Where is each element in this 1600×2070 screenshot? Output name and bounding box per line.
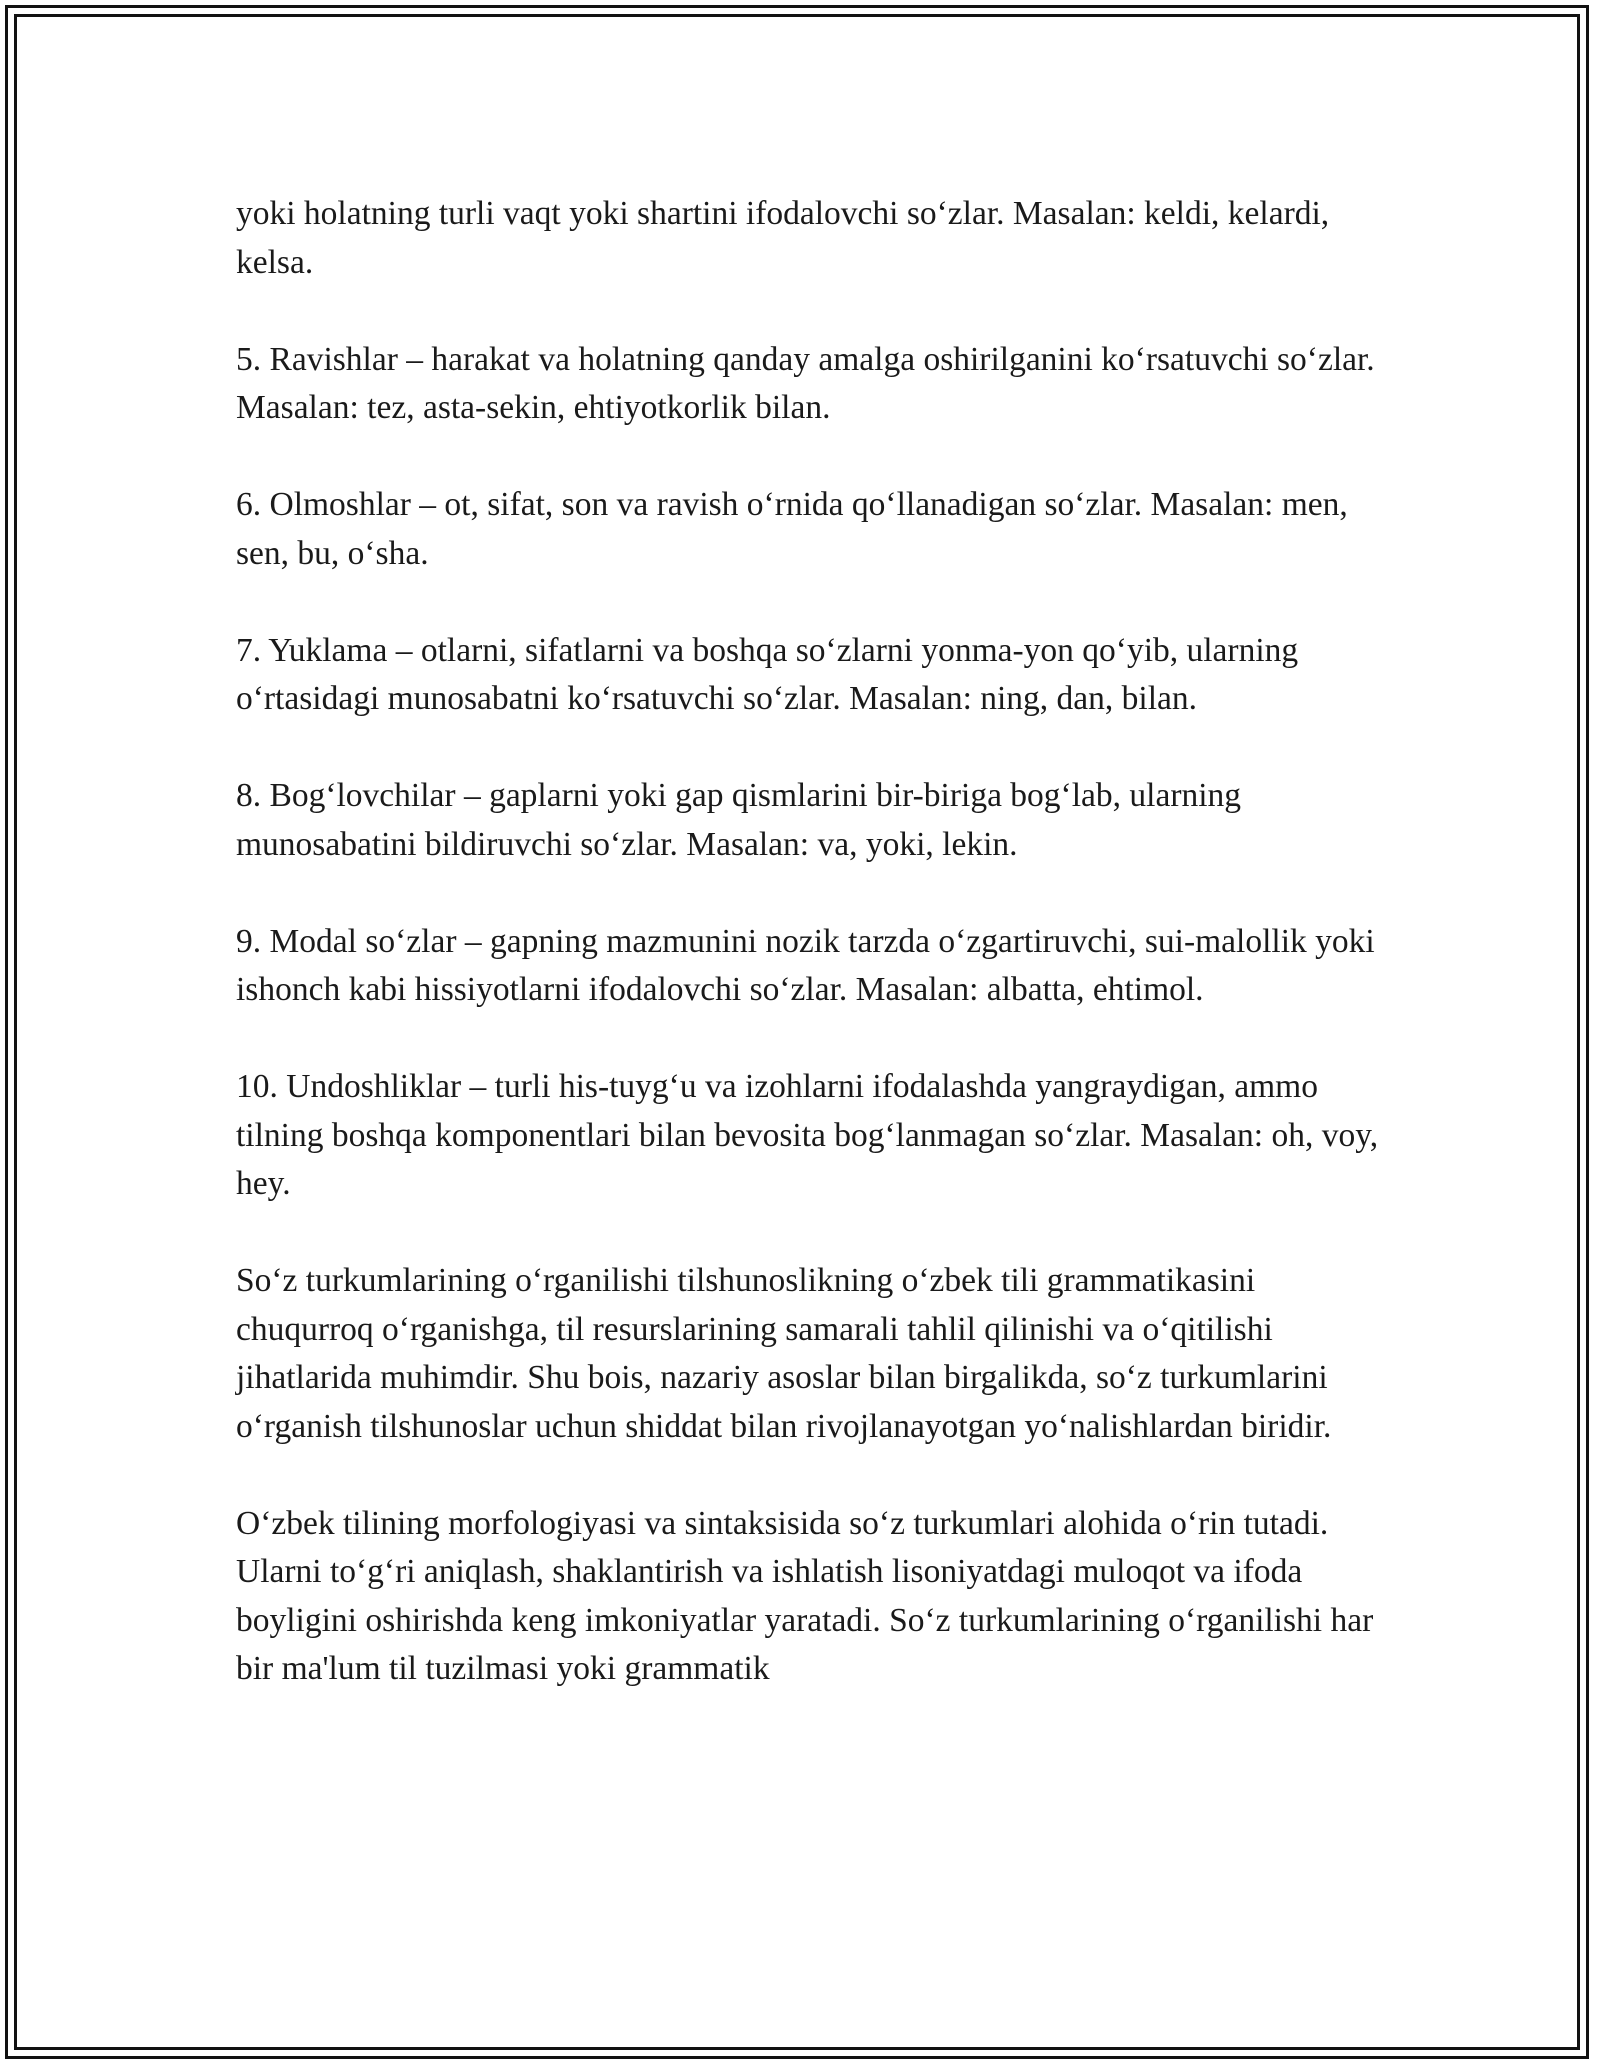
paragraph-morphology-syntax: O‘zbek tilining morfologiyasi va sintaksisida so‘z turkumlari alohida o‘rin tutadi. Ularni to‘g‘ri aniqlash, shaklantirish va ishlatish lisoniyatdagi muloqot va ifoda boyligini oshirishda keng imkoniyatlar yaratadi. So‘z turkumlarining o‘rganilishi har bir ma'lum til tuzilmasi yoki grammatik — [236, 1504, 1374, 1687]
paragraph-study-importance: So‘z turkumlarining o‘rganilishi tilshunoslikning o‘zbek tili grammatikasini chuqurroq o‘rganishga, til resurslarining samarali tahlil qilinishi va o‘qitilishi jihatlarida muhimdir. Shu bois, nazariy asoslar bilan birgalikda, so‘z turkumlarini o‘rganish tilshunoslar uchun shiddat bilan rivojlanayotgan yo‘nalishlardan biridir. — [236, 1262, 1332, 1445]
paragraph-pronouns: 6. Olmoshlar – ot, sifat, son va ravish o‘rnida qo‘llanadigan so‘zlar. Masalan: men, sen, bu, o‘sha. — [236, 486, 1348, 572]
paragraph-particles: 7. Yuklama – otlarni, sifatlarni va boshqa so‘zlarni yonma-yon qo‘yib, ularning o‘rtasidagi munosabatni ko‘rsatuvchi so‘zlar. Masalan: ning, dan, bilan. — [236, 631, 1299, 717]
paragraph-adverbs: 5. Ravishlar – harakat va holatning qanday amalga oshirilganini ko‘rsatuvchi so‘zlar. Masalan: tez, asta-sekin, ehtiyotkorlik bilan. — [236, 340, 1375, 426]
paragraph-conjunctions: 8. Bog‘lovchilar – gaplarni yoki gap qismlarini bir-biriga bog‘lab, ularning munosabatini bildiruvchi so‘zlar. Masalan: va, yoki, lekin. — [236, 777, 1242, 863]
paragraph-interjections: 10. Undoshliklar – turli his-tuyg‘u va izohlarni ifodalashda yangraydigan, ammo tilning boshqa komponentlari bilan bevosita bog‘lanmagan so‘zlar. Masalan: oh, voy, hey. — [236, 1068, 1379, 1202]
paragraph-verb-forms-continuation: yoki holatning turli vaqt yoki shartini ifodalovchi so‘zlar. Masalan: keldi, kelardi, kelsa. — [236, 195, 1330, 281]
document-body — [236, 190, 1386, 1742]
paragraph-modal-words: 9. Modal so‘zlar – gapning mazmunini nozik tarzda o‘zgartiruvchi, sui-malollik yoki ishonch kabi hissiyotlarni ifodalovchi so‘zlar. Masalan: albatta, ehtimol. — [236, 922, 1375, 1008]
